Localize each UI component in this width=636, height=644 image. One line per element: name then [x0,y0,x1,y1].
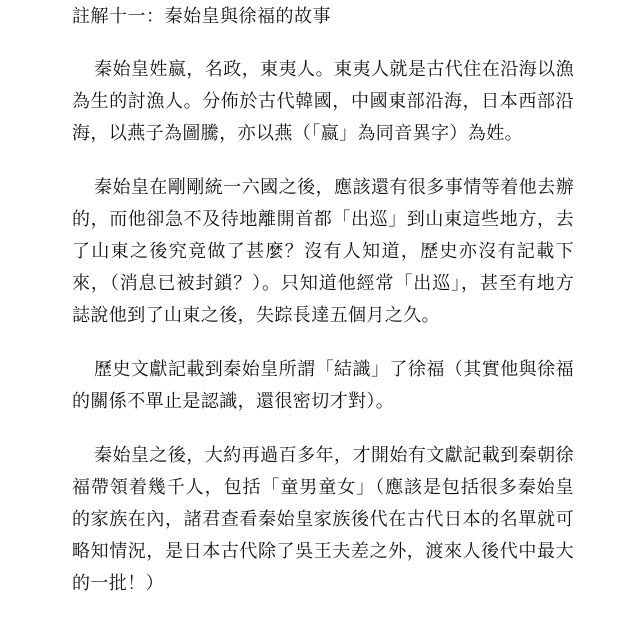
paragraph-xufu-acquaintance: 歷史文獻記載到秦始皇所謂「結識」了徐福（其實他與徐福的關係不單止是認識，還很密切才對）。 [72,359,574,412]
paragraph-migration: 秦始皇之後，大約再過百多年，才開始有文獻記載到秦朝徐福帶領着幾千人，包括「童男童女」（應該是包括很多秦始皇的家族在內，諸君查看秦始皇家族後代在古代日本的名單就可略知情況，是日本古代除了吳王夫差之外，渡來人後代中最大的一批！） [72,445,574,594]
paragraph-tour: 秦始皇在剛剛統一六國之後，應該還有很多事情等着他去辦的，而他卻急不及待地離開首都「出巡」到山東這些地方，去了山東之後究竟做了甚麼？沒有人知道，歷史亦沒有記載下來，（消息已被封鎖？）。只知道他經常「出巡」，甚至有地方誌說他到了山東之後，失踪長達五個月之久。 [72,177,574,326]
note-title: 註解十一：秦始皇與徐福的故事 [72,6,331,27]
paragraph-origin: 秦始皇姓嬴，名政，東夷人。東夷人就是古代住在沿海以漁為生的討漁人。分佈於古代韓國，中國東部沿海，日本西部沿海，以燕子為圖騰，亦以燕（「嬴」為同音異字）為姓。 [72,59,574,144]
